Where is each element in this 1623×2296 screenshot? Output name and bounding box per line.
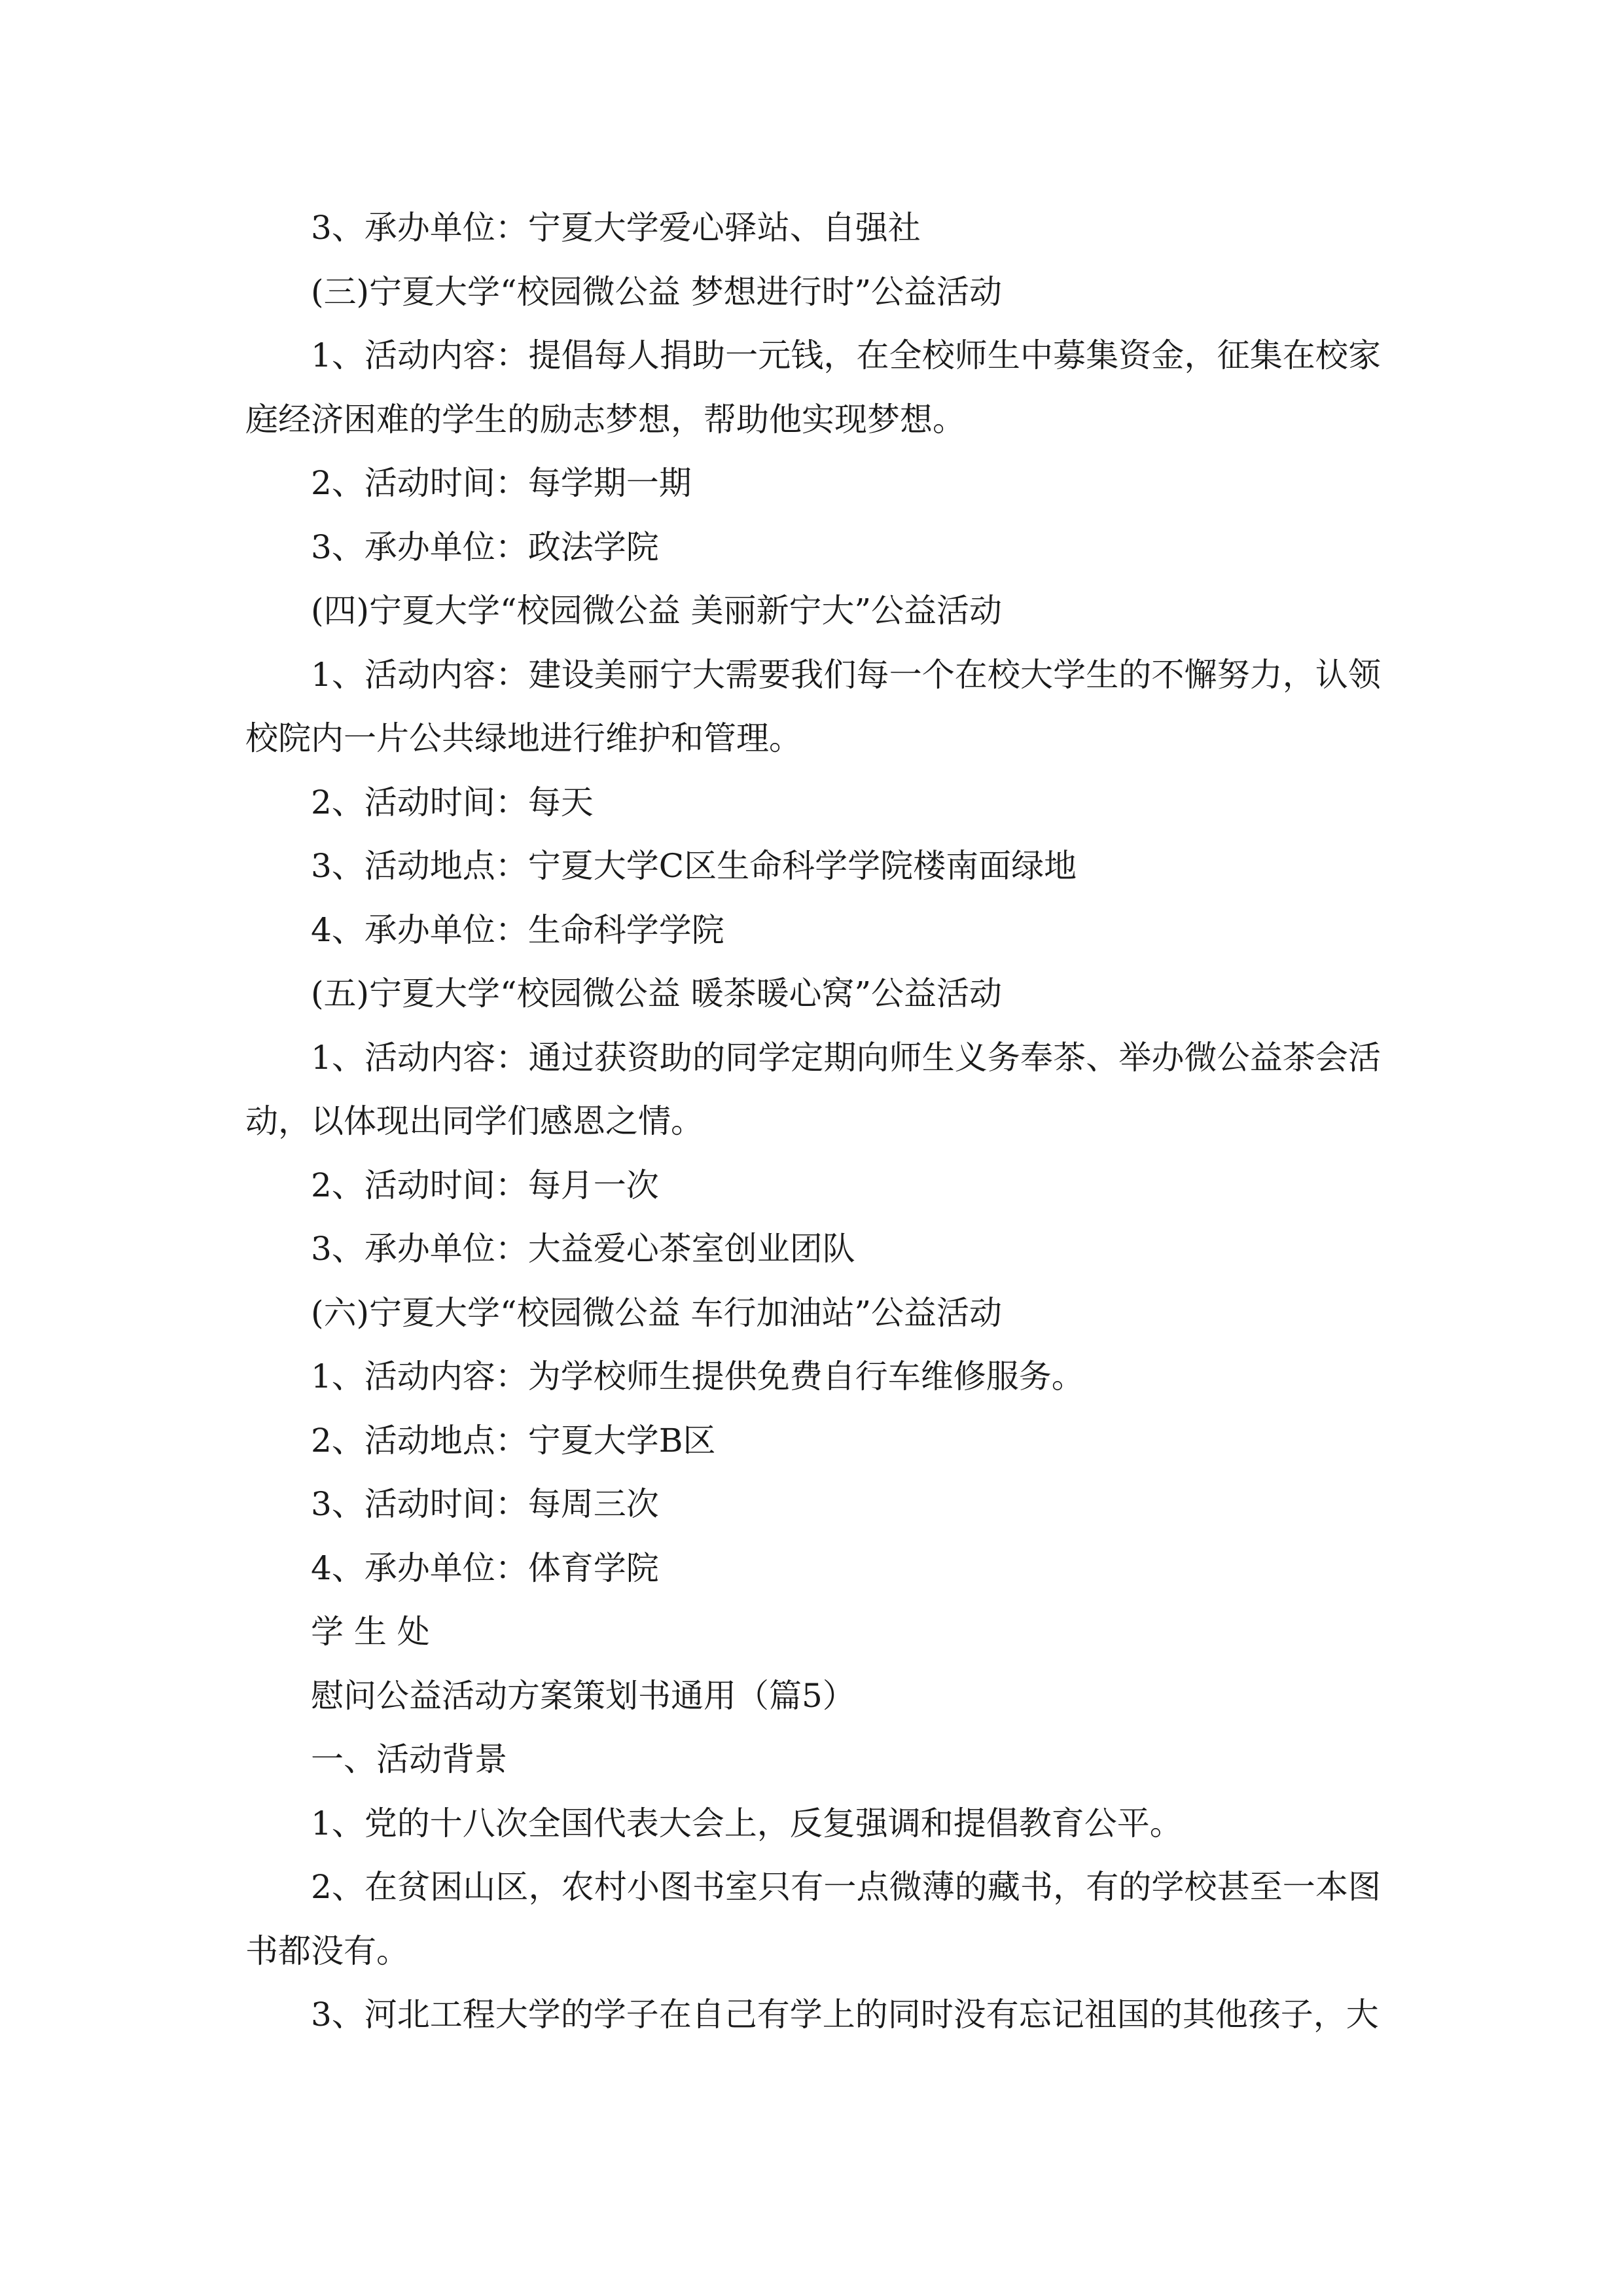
article-title: 慰问公益活动方案策划书通用（篇5） [311,1676,855,1715]
paragraph-7: 1、活动内容：建设美丽宁大需要我们每一个在校大学生的不懈努力，认领校院内一片公共绿地进行维护和管理。 [245,655,1381,757]
paragraph-5: 3、承办单位：政法学院 [311,528,659,566]
paragraph-18: 3、活动时间：每周三次 [311,1485,659,1523]
section-heading-5: (五)宁夏大学“校园微公益 暖茶暖心窝”公益活动 [311,975,1003,1013]
paragraph-13: 2、活动时间：每月一次 [311,1166,659,1204]
paragraph-23: 1、党的十八次全国代表大会上，反复强调和提倡教育公平。 [311,1804,1183,1842]
paragraph-12: 1、活动内容：通过获资助的同学定期向师生义务奉茶、举办微公益茶会活动，以体现出同学们感恩之情。 [245,1038,1381,1140]
section-heading-background: 一、活动背景 [311,1740,507,1778]
paragraph-9: 3、活动地点：宁夏大学C区生命科学学院楼南面绿地 [311,847,1077,885]
paragraph-14: 3、承办单位：大益爱心茶室创业团队 [311,1230,855,1268]
signature-department: 学 生 处 [311,1613,430,1651]
paragraph-3: 1、活动内容：提倡每人捐助一元钱，在全校师生中募集资金，征集在校家庭经济困难的学生的励志梦想，帮助他实现梦想。 [245,336,1381,439]
paragraph-8: 2、活动时间：每天 [311,783,594,821]
section-heading-4: (四)宁夏大学“校园微公益 美丽新宁大”公益活动 [311,592,1003,630]
paragraph-17: 2、活动地点：宁夏大学B区 [311,1421,716,1460]
section-heading-6: (六)宁夏大学“校园微公益 车行加油站”公益活动 [311,1293,1003,1332]
paragraph-10: 4、承办单位：生命科学学院 [311,910,724,949]
paragraph-4: 2、活动时间：每学期一期 [311,464,692,502]
paragraph-25: 3、河北工程大学的学子在自己有学上的同时没有忘记祖国的其他孩子，大 [311,1996,1379,2034]
paragraph-1: 3、承办单位：宁夏大学爱心驿站、自强社 [311,209,921,247]
paragraph-24: 2、在贫困山区，农村小图书室只有一点微薄的藏书，有的学校甚至一本图书都没有。 [245,1868,1381,1970]
paragraph-19: 4、承办单位：体育学院 [311,1549,659,1587]
paragraph-16: 1、活动内容：为学校师生提供免费自行车维修服务。 [311,1357,1084,1395]
document-body [245,196,1381,2047]
section-heading-3: (三)宁夏大学“校园微公益 梦想进行时”公益活动 [311,272,1003,311]
